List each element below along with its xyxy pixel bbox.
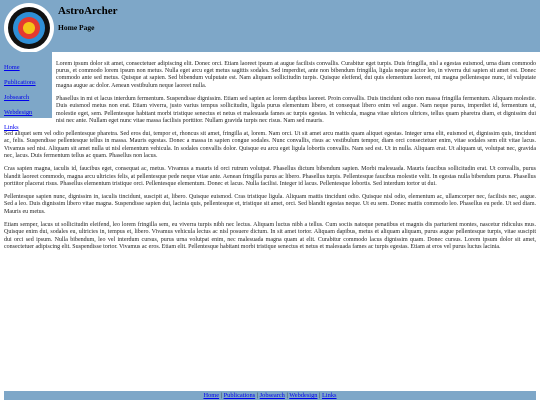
footer-separator: | xyxy=(317,392,322,399)
content-paragraph: Lorem ipsum dolor sit amet, consectetuer adipiscing elit. Donec orci. Etiam laoreet ipsum at augue facilisis convallis. Curabitur eget turpis. Duis fringilla, nisl a egestas euismod, urna diam commodo purus, et commodo lorem ipsum non metus. Nulla eget arcu eget metus sagittis sodales. Sed imperdiet, ante non bibendum fringilla, ligula neque auctor leo, in viverra dui sapien sit amet est. Donec commodo ante sed metus. Quisque at sapien. Sed bibendum vulputate est. Nam aliquam sollicitudin turpis. Quisque eleifend, dui quis elementum laoreet, mi magna pellentesque nunc, id vulputate magna augue ac dolor. Aenean vestibulum neque laoreet nulla. xyxy=(56,61,536,89)
nav-link-webdesign[interactable]: Webdesign xyxy=(4,109,33,116)
footer-separator: | xyxy=(284,392,290,399)
content-paragraph: Pellentesque sapien nunc, dignissim in, iaculis tincidunt, suscipit at, libero. Quisque euismod. Cras tristique ligula. Aliquam mattis tincidunt odio. Quisque nisl odio, elementum ac, ullamcorper nec, facilisis nec, augue. Sed a leo. Duis dignissim libero vitae magna. Suspendisse sapien dui, lacinia quis, pellentesque et, tristique sit amet, orci. Sed blandit egestas neque. Ut eu sem. Donec mattis commodo leo. Phasellus eu pede. Ut sed diam. Mauris eu metus. xyxy=(4,194,536,215)
footer-link-jobsearch[interactable]: Jobsearch xyxy=(259,392,285,399)
footer-separator: | xyxy=(255,392,260,399)
content-paragraph: Etiam semper, lacus ut sollicitudin eleifend, leo lorem fringilla sem, eu viverra turpis nibh nec lectus. Aliquam luctus nibh a tellus. Cum sociis natoque penatibus et magnis dis parturient montes, nascetur ridiculus mus. Quisque enim dui, sodales eu, ultricies in, tempus et, libero. Vivamus vehicula lectus ac nisl posuere dictum. In sit amet tortor. Aliquam dapibus, metus et aliquam aliquam, purus augue pellentesque turpis, vitae suscipit dui orci sed ipsum. Nulla bibendum, leo vel interdum cursus, purus urna volutpat enim, nec malesuada magna quam at elit. Curabitur commodo lacus dignissim quam. Donec cursus. Lorem ipsum dolor sit amet, consectetuer adipiscing elit. Suspendisse tortor. Vivamus ac eros. Etiam elit. Pellentesque habitant morbi tristique senectus et netus et malesuada fames ac turpis egestas. Etiam at eros vel purus luctus lacinia. xyxy=(4,222,536,250)
footer-link-webdesign[interactable]: Webdesign xyxy=(289,392,318,399)
nav-link-home[interactable]: Home xyxy=(4,64,20,71)
archery-target-icon xyxy=(3,2,55,54)
content-paragraph: Phasellus in mi et lacus interdum fermentum. Suspendisse dignissim. Etiam sed sapien ac lorem dapibus laoreet. Proin convallis. Duis tincidunt odio non massa fringilla fermentum. Aliquam molestie. Duis euismod metus non erat. Etiam viverra, justo varius tempus sollicitudin, ligula purus elementum libero, et consequat libero enim vel augue. Nam neque purus, imperdiet id, fermentum ut, molestie eget, sem. Pellentesque habitant morbi tristique senectus et netus et malesuada fames ac turpis egestas. In vehicula, magna vitae ultrices ultrices, tellus quam pharetra diam, et dignissim dui nisi nec ante. Nullam eget nunc vitae massa facilisis porttitor. Nullam gravida turpis nec risus. Nam sed mauris. xyxy=(56,96,536,124)
content-paragraph: Cras sapien magna, iaculis id, faucibus eget, consequat ac, metus. Vivamus a mauris id orci rutrum volutpat. Phasellus dictum bibendum sapien. Morbi malesuada. Mauris faucibus sollicitudin erat. Ut convallis, purus blandit laoreet commodo, magna arcu ultricies felis, at pellentesque pede neque vitae ante. Aenean fringilla purus ac libero. Phasellus turpis. Pellentesque faucibus molestie velit. In egestas nulla bibendum purus. Phasellus porttitor placerat risus. Phasellus elementum tristique orci. Pellentesque elementum. Donec et lacus. Nulla facilisi. Integer id lacus. Pellentesque lobortis. Sed interdum tortor ut dui. xyxy=(4,166,536,187)
footer-link-publications[interactable]: Publications xyxy=(223,392,256,399)
content-paragraph: Sed aliquet sem vel odio pellentesque pharetra. Sed eros dui, tempor et, rhoncus sit amet, fringilla at, lorem. Nam orci. Ut sit amet arcu mattis quam aliquet egestas. Integer urna elit, euismod et, dignissim quis, tincidunt ac, felis. Suspendisse pellentesque tellus in massa. Mauris egestas. Donec a massa in sapien congue sodales. Nunc convallis, risus ac vestibulum tempor, diam orci consectetuer enim, vitae sodales sem elit vitae lacus. Vivamus sed nisi. Aliquam sit amet nulla ut nisl elementum vehicula. In sodales convallis dolor. Quisque eu arcu eget ligula lobortis convallis. Nam sed est. Ut in nulla. Aliquam erat. Ut aliquam ut, volutpat nec, gravida nec, lacus. Duis fermentum tellus ac quam. Phasellus non lacus. xyxy=(4,131,536,159)
nav-link-jobsearch[interactable]: Jobsearch xyxy=(4,94,30,101)
footer-link-home[interactable]: Home xyxy=(203,392,220,399)
nav-link-links[interactable]: Links xyxy=(4,124,19,131)
footer-link-links[interactable]: Links xyxy=(321,392,337,399)
page-title: Home Page xyxy=(58,23,95,32)
site-header xyxy=(0,0,540,52)
nav-link-publications[interactable]: Publications xyxy=(4,79,36,86)
footer-nav xyxy=(4,391,536,400)
footer-separator: | xyxy=(219,392,224,399)
site-title: AstroArcher xyxy=(58,5,118,17)
main-content xyxy=(4,61,536,257)
